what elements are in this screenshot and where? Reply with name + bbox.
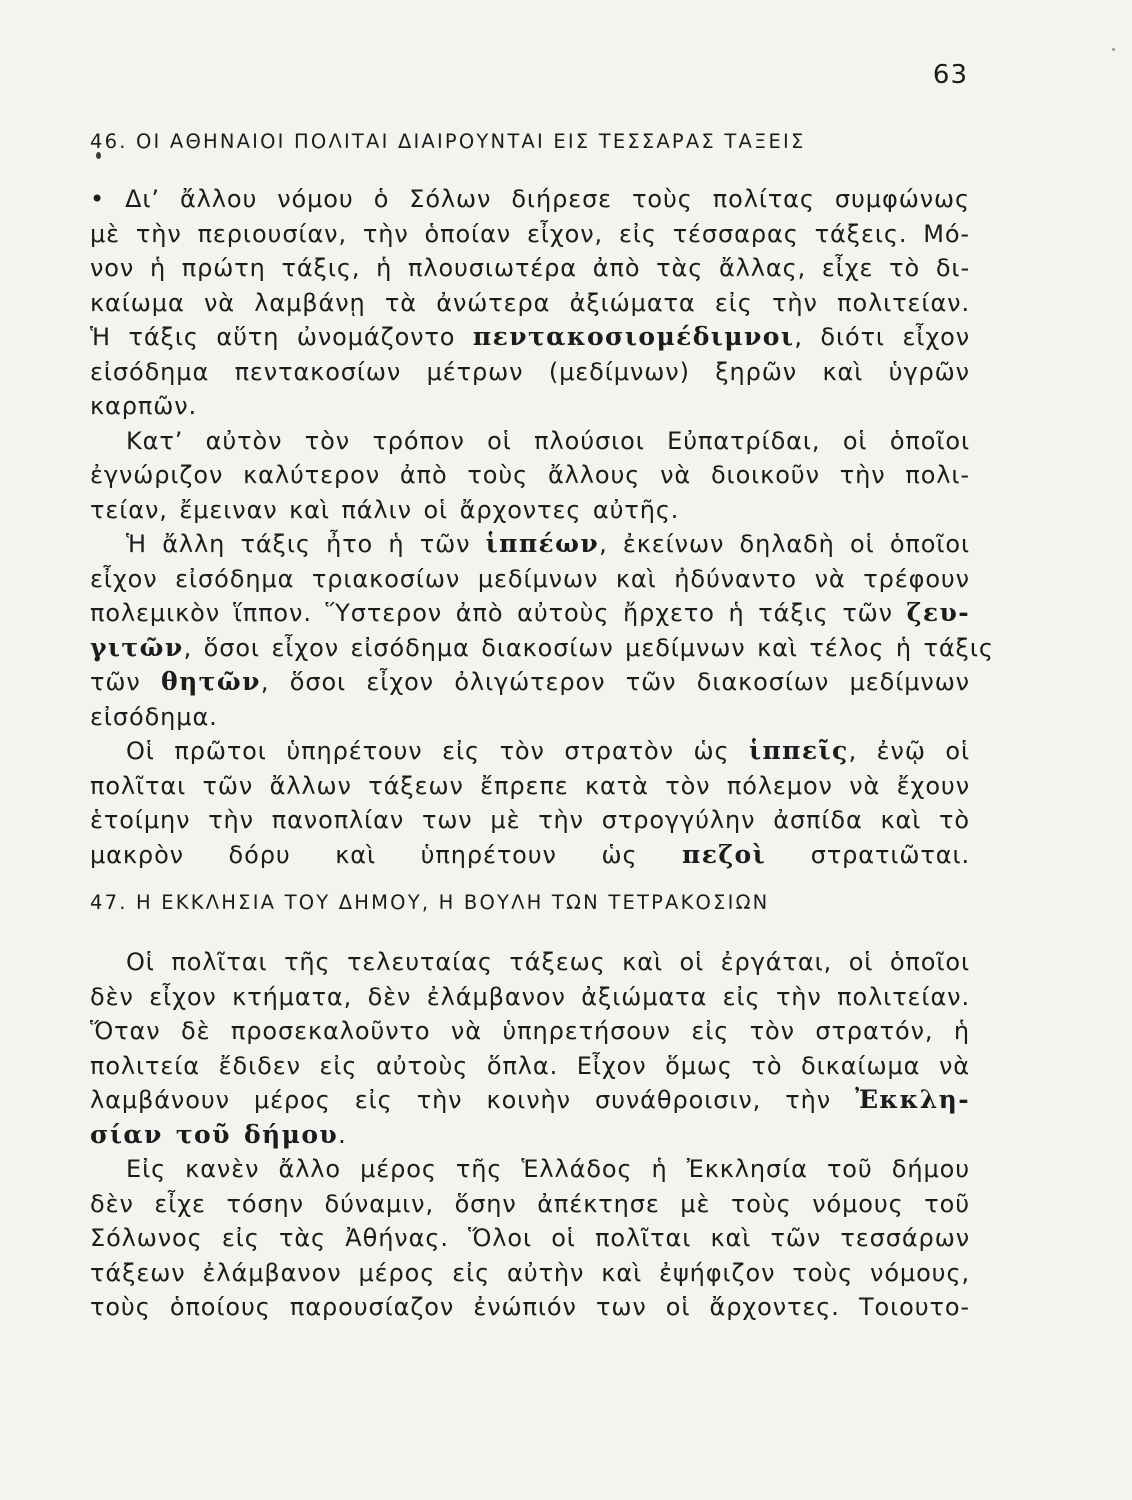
bold-term: ἱππεῖς (748, 736, 849, 765)
text-fragment: , διότι εἶχον (794, 323, 970, 351)
text-line: καίωμα νὰ λαμβάνῃ τὰ ἀνώτερα ἀξιώματα εἰς τὴν πολιτείαν. (90, 288, 970, 317)
text-line (90, 665, 970, 700)
text-fragment: μακρὸν δόρυ καὶ ὑπηρέτουν ὡς (90, 840, 638, 869)
text-line: καρπῶν. (90, 392, 198, 420)
text-fragment: , ὅσοι εἶχον εἰσόδημα διακοσίων μεδίμνων καὶ τέλος ἡ τάξις (183, 633, 994, 662)
text-line: Οἱ πολῖται τῆς τελευταίας τάξεως καὶ οἱ ἐργάται, οἱ ὁποῖοι (126, 948, 970, 976)
text-line: • Δι’ ἄλλου νόμου ὁ Σόλων διήρεσε τοὺς πολίτας συμφώνως (90, 185, 970, 213)
text-line: Ὅταν δὲ προσεκαλοῦντο νὰ ὑπηρετήσουν εἰς τὸν στρατόν, ἡ (90, 1017, 970, 1045)
bold-term: σίαν τοῦ δήμου (90, 1119, 339, 1149)
text-line: Κατ’ αὐτὸν τὸν τρόπον οἱ πλούσιοι Εὐπατρίδαι, οἱ ὁποῖοι (126, 426, 970, 455)
bold-term: γιτῶν (90, 632, 184, 662)
text-line: νον ἡ πρώτη τάξις, ἡ πλουσιωτέρα ἀπὸ τὰς ἄλλας, εἶχε τὸ δι- (90, 254, 970, 282)
text-line: δὲν εἶχε τόσην δύναμιν, ὅσην ἀπέκτησε μὲ τοὺς νόμους τοῦ (90, 1189, 970, 1218)
bold-term: Ἐκκλη- (855, 1085, 970, 1114)
text-fragment: λαμβάνουν μέρος εἰς τὴν κοινὴν συνάθροισιν, τὴν (90, 1086, 832, 1114)
text-fragment: , ἐνῷ οἱ (848, 737, 971, 765)
text-line: ἑτοίμην τὴν πανοπλίαν των μὲ τὴν στρογγύλην ἀσπίδα καὶ τὸ (90, 806, 970, 834)
text-fragment: , ὅσοι εἶχον ὀλιγώτερον τῶν διακοσίων μεδίμνων (260, 668, 970, 696)
text-line: εἰσόδημα πεντακοσίων μέτρων (μεδίμνων) ξηρῶν καὶ ὑγρῶν (90, 357, 970, 386)
text-fragment: Οἱ πρῶτοι ὑπηρέτουν εἰς τὸν στρατὸν ὡς (126, 737, 730, 765)
text-line (90, 631, 994, 666)
text-line: εἰσόδημα. (90, 702, 218, 731)
text-line (90, 1118, 970, 1153)
text-fragment: στρατιῶται. (810, 840, 971, 869)
text-line: τάξεων ἐλάμβανον μέρος εἰς αὐτὴν καὶ ἐψήφιζον τοὺς νόμους, (90, 1258, 970, 1287)
page-number: 63 (932, 60, 968, 90)
section-heading-46: 46. ΟΙ ΑΘΗΝΑΙΟΙ ΠΟΛΙΤΑΙ ΔΙΑΙΡΟΥΝΤΑΙ ΕΙΣ ΤΕΣΣΑΡΑΣ ΤΑΞΕΙΣ (90, 130, 806, 153)
text-line: τοὺς ὁποίους παρουσίαζον ἐνώπιόν των οἱ ἄρχοντες. Τοιουτο- (90, 1293, 970, 1321)
text-line: δὲν εἶχον κτήματα, δὲν ἐλάμβανον ἀξιώματα εἰς τὴν πολιτείαν. (90, 982, 970, 1011)
text-line: εἶχον εἰσόδημα τριακοσίων μεδίμνων καὶ ἠδύναντο νὰ τρέφουν (90, 564, 970, 593)
bold-term: πεντακοσιομέδιμνοι (472, 322, 795, 351)
section-body-46 (90, 182, 994, 872)
text-line: μὲ τὴν περιουσίαν, τὴν ὁποίαν εἶχον, εἰς τέσσαρας τάξεις. Μό- (90, 219, 970, 248)
bold-term: πεζοὶ (682, 839, 767, 869)
text-line: πολῖται τῶν ἄλλων τάξεων ἔπρεπε κατὰ τὸν πόλεμον νὰ ἔχουν (90, 771, 970, 800)
text-fragment: πολεμικὸν ἵππον. Ὕστερον ἀπὸ αὐτοὺς ἤρχετο ἡ τάξις τῶν (90, 599, 893, 627)
text-line: τείαν, ἔμειναν καὶ πάλιν οἱ ἄρχοντες αὐτῆς. (90, 495, 680, 524)
text-line (90, 596, 970, 631)
section-body-47 (90, 945, 970, 1325)
bold-term: ἱππέων (485, 529, 600, 558)
text-line (90, 527, 970, 562)
text-fragment: , ἐκείνων δηλαδὴ οἱ ὁποῖοι (599, 530, 970, 558)
text-line: ἐγνώριζον καλύτερον ἀπὸ τοὺς ἄλλους νὰ διοικοῦν τὴν πολι- (90, 461, 970, 489)
text-line (90, 1083, 970, 1118)
text-fragment: Ἡ τάξις αὕτη ὠνομάζοντο (90, 323, 456, 351)
text-line: Σόλωνος εἰς τὰς Ἀθήνας. Ὅλοι οἱ πολῖται καὶ τῶν τεσσάρων (90, 1224, 970, 1252)
text-line: Εἰς κανὲν ἄλλο μέρος τῆς Ἑλλάδος ἡ Ἐκκλησία τοῦ δήμου (126, 1155, 970, 1183)
bold-term: ζευ- (906, 598, 970, 627)
text-fragment: τῶν (90, 668, 141, 696)
text-line (90, 734, 970, 769)
section-heading-47: 47. Η ΕΚΚΛΗΣΙΑ ΤΟΥ ΔΗΜΟΥ, Η ΒΟΥΛΗ ΤΩΝ ΤΕΤΡΑΚΟΣΙΩΝ (90, 891, 770, 914)
text-fragment: Ἡ ἄλλη τάξις ἦτο ἡ τῶν (126, 530, 471, 558)
ink-speck (96, 152, 101, 159)
text-fragment: . (338, 1120, 347, 1149)
text-line (90, 320, 970, 355)
text-line (90, 838, 970, 873)
bold-term: θητῶν (161, 667, 261, 696)
text-line: πολιτεία ἔδιδεν εἰς αὐτοὺς ὅπλα. Εἶχον ὅμως τὸ δικαίωμα νὰ (90, 1051, 970, 1080)
paper-speck (1112, 48, 1115, 51)
